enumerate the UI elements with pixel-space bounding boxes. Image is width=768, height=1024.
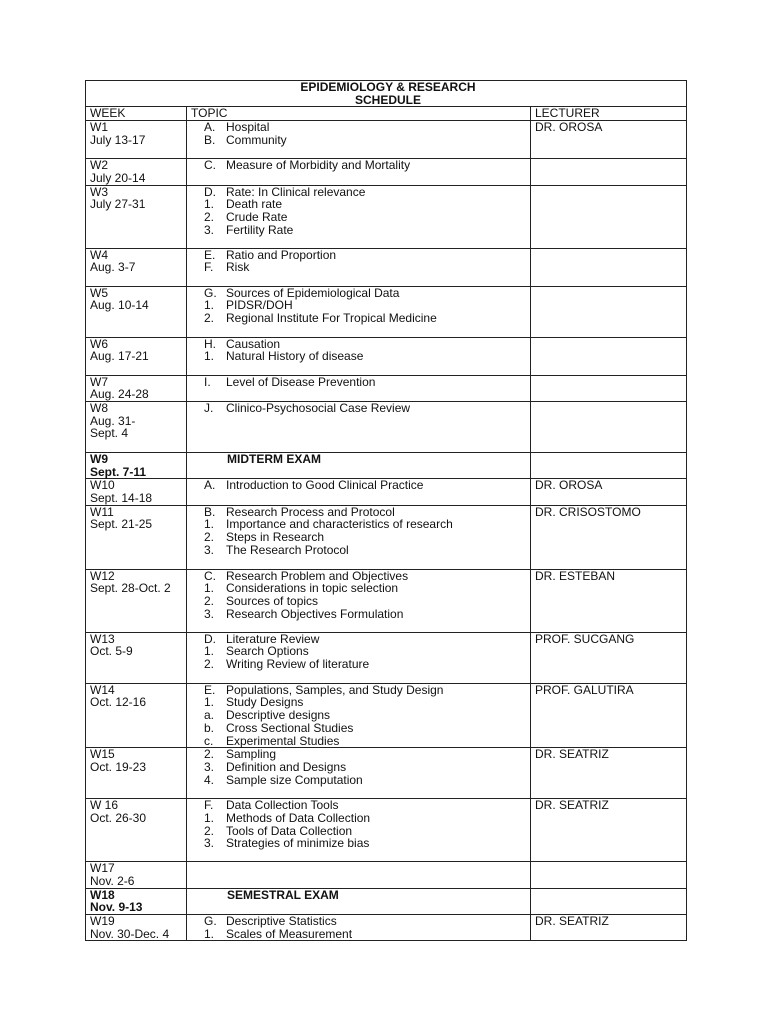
topic-marker: b. — [204, 720, 215, 735]
topic-item — [191, 774, 530, 787]
week-dates: Oct. 26-30 — [90, 810, 147, 825]
lecturer-cell: DR. SEATRIZ — [531, 748, 687, 799]
week-dates: Aug. 31- — [90, 413, 136, 428]
week-number: W6 — [90, 336, 108, 351]
week-cell — [86, 121, 187, 159]
topic-text: Sources of Epidemiological Data — [226, 285, 400, 300]
week-header: WEEK — [86, 107, 187, 121]
schedule-row — [86, 121, 687, 159]
topic-text: Descriptive Statistics — [226, 914, 337, 929]
topic-text: Natural History of disease — [226, 349, 364, 364]
topic-marker: 1. — [204, 517, 215, 532]
topic-cell — [187, 286, 531, 337]
week-number: W14 — [90, 682, 115, 697]
schedule-row — [86, 479, 687, 505]
topic-text: Importance and characteristics of research — [226, 517, 453, 532]
topic-text: Steps in Research — [226, 530, 325, 545]
topic-marker: 4. — [204, 772, 215, 787]
lecturer-cell: DR. SEATRIZ — [531, 915, 687, 941]
schedule-row — [86, 401, 687, 452]
topic-item — [191, 837, 530, 850]
topic-item — [191, 479, 530, 492]
topic-text: Scales of Measurement — [226, 926, 353, 941]
topic-marker: 1. — [204, 298, 215, 313]
topic-marker: 2. — [204, 530, 215, 545]
week-dates: July 13-17 — [90, 132, 146, 147]
schedule-table — [85, 80, 687, 941]
topic-text: Considerations in topic selection — [226, 581, 399, 596]
week-number: W12 — [90, 568, 115, 583]
week-dates: July 20-14 — [90, 170, 146, 185]
topic-item — [191, 658, 530, 671]
topic-item — [191, 608, 530, 621]
week-cell — [86, 452, 187, 478]
topic-marker: E. — [204, 247, 216, 262]
topic-marker: A. — [204, 120, 216, 135]
topic-text: Data Collection Tools — [226, 798, 339, 813]
week-dates: Nov. 9-13 — [90, 900, 143, 915]
topic-text: Tools of Data Collection — [226, 823, 353, 838]
topic-marker: F. — [204, 798, 214, 813]
week-dates: Sept. 7-11 — [90, 464, 147, 479]
week-number: W7 — [90, 374, 108, 389]
lecturer-cell — [531, 862, 687, 888]
exam-label: MIDTERM EXAM — [227, 451, 321, 466]
week-number: W1 — [90, 120, 108, 135]
topic-marker: J. — [204, 400, 214, 415]
week-dates: Nov. 2-6 — [90, 873, 135, 888]
topic-text: Causation — [226, 336, 281, 351]
schedule-row — [86, 748, 687, 799]
topic-marker: C. — [204, 158, 216, 173]
week-cell — [86, 799, 187, 862]
topic-text: Crude Rate — [226, 209, 288, 224]
topic-marker: 2. — [204, 310, 215, 325]
week-cell — [86, 915, 187, 941]
week-dates: Sept. 28-Oct. 2 — [90, 581, 171, 596]
schedule-row — [86, 505, 687, 569]
week-dates: Oct. 19-23 — [90, 759, 147, 774]
week-cell — [86, 479, 187, 505]
topic-text: Ratio and Proportion — [226, 247, 337, 262]
topic-marker: G. — [204, 914, 217, 929]
week-dates: Aug. 3-7 — [90, 260, 136, 275]
topic-cell — [187, 452, 531, 478]
topic-cell — [187, 121, 531, 159]
schedule-row — [86, 185, 687, 248]
topic-text: Introduction to Good Clinical Practice — [226, 478, 424, 493]
week-cell — [86, 632, 187, 683]
topic-cell — [187, 479, 531, 505]
topic-item — [191, 376, 530, 389]
topic-marker: 1. — [204, 695, 215, 710]
week-cell — [86, 159, 187, 185]
topic-text: Strategies of minimize bias — [226, 836, 370, 851]
week-dates: Oct. 12-16 — [90, 695, 147, 710]
topic-item — [191, 544, 530, 557]
week-number: W4 — [90, 247, 108, 262]
topic-text: Rate: In Clinical relevance — [226, 184, 366, 199]
week-dates: Aug. 17-21 — [90, 349, 149, 364]
week-number: W2 — [90, 158, 108, 173]
topic-marker: 2. — [204, 747, 215, 762]
document-title — [86, 81, 687, 107]
topic-marker: C. — [204, 568, 216, 583]
week-dates: Sept. 21-25 — [90, 517, 153, 532]
lecturer-cell: PROF. SUCGANG — [531, 632, 687, 683]
topic-marker: 2. — [204, 657, 215, 672]
week-cell — [86, 862, 187, 888]
exam-label: SEMESTRAL EXAM — [227, 887, 339, 902]
topic-marker: B. — [204, 504, 216, 519]
topic-text: Research Objectives Formulation — [226, 606, 404, 621]
topic-marker: B. — [204, 132, 216, 147]
topic-text: Clinico-Psychosocial Case Review — [226, 400, 411, 415]
topic-marker: 3. — [204, 222, 215, 237]
topic-text: Research Process and Protocol — [226, 504, 395, 519]
topic-item — [191, 928, 530, 941]
lecturer-cell — [531, 401, 687, 452]
schedule-row — [86, 888, 687, 914]
title-line-1: EPIDEMIOLOGY & RESEARCH — [300, 80, 476, 94]
week-cell — [86, 248, 187, 286]
schedule-row — [86, 632, 687, 683]
week-number: W11 — [90, 504, 114, 519]
lecturer-cell: DR. ESTEBAN — [531, 569, 687, 632]
topic-text: Sample size Computation — [226, 772, 363, 787]
topic-cell — [187, 632, 531, 683]
topic-marker: 1. — [204, 644, 215, 659]
topic-text: The Research Protocol — [226, 542, 349, 557]
week-number: W9 — [90, 451, 108, 466]
topic-marker: A. — [204, 478, 216, 493]
week-number: W17 — [90, 861, 115, 876]
topic-text: Hospital — [226, 120, 270, 135]
topic-item — [191, 261, 530, 274]
week-cell — [86, 286, 187, 337]
lecturer-cell — [531, 159, 687, 185]
topic-marker: 1. — [204, 810, 215, 825]
lecturer-cell: PROF. GALUTIRA — [531, 683, 687, 748]
week-number: W 16 — [90, 798, 119, 813]
topic-text: Community — [226, 132, 287, 147]
topic-marker: 2. — [204, 209, 215, 224]
header-row — [86, 107, 687, 121]
topic-item — [191, 402, 530, 415]
week-number: W19 — [90, 914, 115, 929]
week-dates: Oct. 5-9 — [90, 644, 133, 659]
topic-cell — [187, 375, 531, 401]
topic-cell — [187, 915, 531, 941]
week-cell — [86, 505, 187, 569]
week-cell — [86, 569, 187, 632]
topic-text: Death rate — [226, 197, 283, 212]
lecturer-cell — [531, 375, 687, 401]
topic-marker: 3. — [204, 836, 215, 851]
week-number: W3 — [90, 184, 108, 199]
lecturer-cell: DR. CRISOSTOMO — [531, 505, 687, 569]
schedule-row — [86, 337, 687, 375]
schedule-row — [86, 569, 687, 632]
topic-marker: E. — [204, 682, 216, 697]
topic-text: Methods of Data Collection — [226, 810, 371, 825]
week-number: W5 — [90, 285, 108, 300]
topic-marker: 1. — [204, 349, 215, 364]
schedule-row — [86, 452, 687, 478]
topic-text: PIDSR/DOH — [226, 298, 293, 313]
topic-item — [191, 350, 530, 363]
topic-marker: D. — [204, 184, 216, 199]
schedule-row — [86, 375, 687, 401]
topic-text: Literature Review — [226, 631, 320, 646]
topic-item — [191, 735, 530, 748]
topic-cell — [187, 683, 531, 748]
week-cell — [86, 888, 187, 914]
title-row — [86, 81, 687, 107]
topic-cell — [187, 337, 531, 375]
topic-item — [191, 159, 530, 172]
topic-text: Search Options — [226, 644, 309, 659]
lecturer-cell — [531, 185, 687, 248]
topic-cell — [187, 185, 531, 248]
topic-text: Experimental Studies — [226, 733, 340, 748]
week-dates: Aug. 24-28 — [90, 387, 149, 402]
topic-text: Study Designs — [226, 695, 304, 710]
lecturer-cell: DR. SEATRIZ — [531, 799, 687, 862]
topic-cell — [187, 862, 531, 888]
week-dates: July 27-31 — [90, 197, 146, 212]
week-dates: Sept. 14-18 — [90, 491, 153, 506]
topic-marker: G. — [204, 285, 217, 300]
topic-cell — [187, 159, 531, 185]
topic-cell — [187, 505, 531, 569]
topic-text: Descriptive designs — [226, 708, 331, 723]
topic-text: Sampling — [226, 747, 277, 762]
week-number: W10 — [90, 478, 115, 493]
week-cell — [86, 185, 187, 248]
topic-item — [191, 312, 530, 325]
topic-text: Fertility Rate — [226, 222, 294, 237]
title-line-2: SCHEDULE — [354, 92, 421, 107]
topic-text: Definition and Designs — [226, 759, 347, 774]
topic-marker: 3. — [204, 759, 215, 774]
week-cell — [86, 748, 187, 799]
topic-cell — [187, 799, 531, 862]
topic-marker: 1. — [204, 926, 215, 941]
week-cell — [86, 401, 187, 452]
topic-header: TOPIC — [187, 107, 531, 121]
week-number: W18 — [90, 887, 115, 902]
schedule-row — [86, 915, 687, 941]
topic-text: Level of Disease Prevention — [226, 374, 376, 389]
topic-marker: D. — [204, 631, 216, 646]
week-number: W8 — [90, 400, 108, 415]
lecturer-cell: DR. OROSA — [531, 121, 687, 159]
week-cell — [86, 375, 187, 401]
topic-item — [191, 134, 530, 147]
topic-marker: 1. — [204, 581, 215, 596]
week-number: W15 — [90, 747, 115, 762]
topic-marker: c. — [204, 733, 214, 748]
schedule-row — [86, 248, 687, 286]
topic-text: Measure of Morbidity and Mortality — [226, 158, 411, 173]
lecturer-cell: DR. OROSA — [531, 479, 687, 505]
topic-text: Regional Institute For Tropical Medicine — [226, 310, 437, 325]
week-number: W13 — [90, 631, 115, 646]
schedule-document — [85, 80, 686, 941]
schedule-row — [86, 799, 687, 862]
week-cell — [86, 337, 187, 375]
topic-text: Cross Sectional Studies — [226, 720, 354, 735]
topic-text: Writing Review of literature — [226, 657, 370, 672]
week-cell — [86, 683, 187, 748]
schedule-row — [86, 159, 687, 185]
topic-text: Research Problem and Objectives — [226, 568, 409, 583]
lecturer-header: LECTURER — [531, 107, 687, 121]
topic-marker: 1. — [204, 197, 215, 212]
topic-marker: 2. — [204, 823, 215, 838]
lecturer-cell — [531, 452, 687, 478]
lecturer-cell — [531, 337, 687, 375]
topic-cell — [187, 569, 531, 632]
topic-marker: 3. — [204, 542, 215, 557]
topic-cell — [187, 748, 531, 799]
lecturer-cell — [531, 888, 687, 914]
topic-cell — [187, 248, 531, 286]
topic-text: Risk — [226, 260, 250, 275]
lecturer-cell — [531, 248, 687, 286]
topic-cell — [187, 888, 531, 914]
topic-marker: a. — [204, 708, 215, 723]
schedule-row — [86, 683, 687, 748]
topic-marker: I. — [204, 374, 211, 389]
topic-marker: F. — [204, 260, 214, 275]
topic-marker: H. — [204, 336, 216, 351]
week-dates: Nov. 30-Dec. 4 — [90, 926, 170, 941]
week-dates: Sept. 4 — [90, 426, 129, 441]
topic-text: Sources of topics — [226, 594, 319, 609]
schedule-row — [86, 862, 687, 888]
topic-marker: 2. — [204, 594, 215, 609]
schedule-row — [86, 286, 687, 337]
week-dates: Aug. 10-14 — [90, 298, 149, 313]
topic-cell — [187, 401, 531, 452]
topic-item — [191, 224, 530, 237]
topic-marker: 3. — [204, 606, 215, 621]
lecturer-cell — [531, 286, 687, 337]
topic-text: Populations, Samples, and Study Design — [226, 682, 444, 697]
